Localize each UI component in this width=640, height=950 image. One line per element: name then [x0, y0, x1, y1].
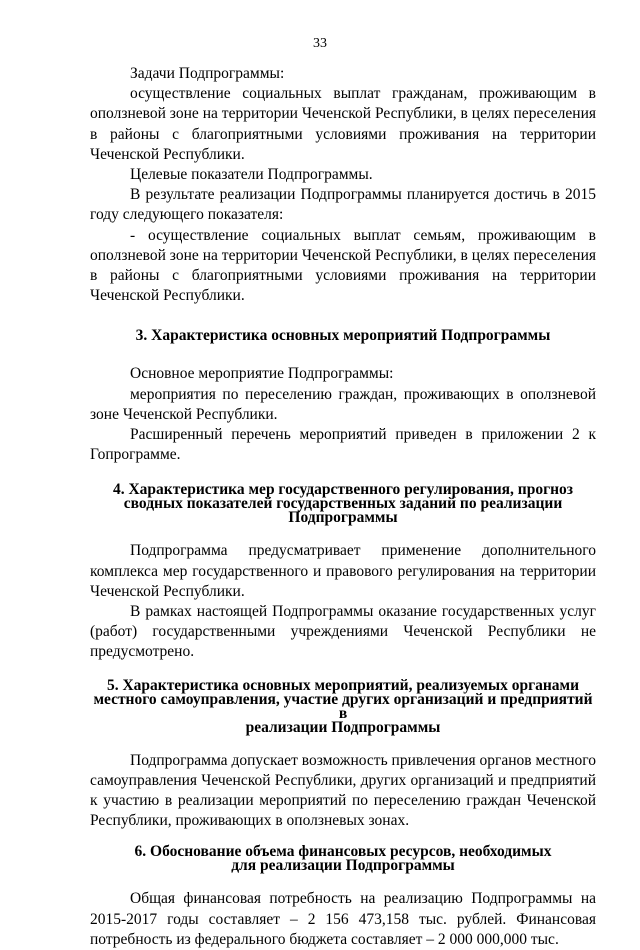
tasks-title: Задачи Подпрограммы:	[130, 65, 285, 82]
section-3-heading: 3. Характеристика основных мероприятий Подпрограммы	[135, 327, 551, 345]
section-3-paragraph: Основное мероприятие Подпрограммы:	[130, 365, 394, 383]
section-5-heading-line: 5. Характеристика основных мероприятий, реализуемых органами	[106, 676, 580, 694]
section-4-heading-line: Подпрограммы	[288, 509, 398, 527]
section-6-heading-line: для реализации Подпрограммы	[231, 857, 455, 875]
section-6-heading-line: 6. Обоснование объема финансовых ресурсов, необходимых	[134, 843, 552, 861]
section-3-paragraph: Расширенный перечень мероприятий приведен в приложении 2 к Гопрограмме.	[90, 426, 596, 464]
section-4-heading-line: 4. Характеристика мер государственного регулирования, прогноз	[112, 481, 574, 499]
section-3-paragraph: мероприятия по переселению граждан, проживающих в оползневой зоне Чеченской Республики.	[90, 385, 596, 423]
section-4-heading	[90, 483, 596, 525]
section-4-paragraph: Подпрограмма предусматривает применение дополнительного комплекса мер государственного и правового регулирования на территории Чеченской Республики.	[90, 542, 596, 600]
page-number: 33	[313, 36, 327, 51]
targets-title: Целевые показатели Подпрограммы.	[130, 166, 373, 184]
section-6-paragraph: Общая финансовая потребность на реализацию Подпрограммы на 2015-2017 годы составляет – 2 156 473,158 тыс. рублей. Финансовая потребность из федерального бюджета составляет – 2 000 000,000 тыс.	[90, 890, 596, 948]
section-4-paragraph: В рамках настоящей Подпрограммы оказание государственных услуг (работ) государственными учреждениями Чеченской Республики не предусмотрено.	[90, 603, 596, 661]
document-body	[90, 64, 596, 950]
section-5-paragraph: Подпрограмма допускает возможность привлечения органов местного самоуправления Чеченской Республики, других организаций и предприятий к участию в реализации мероприятий по переселению граждан Чеченской Республики, проживающих в оползневых зонах.	[90, 751, 596, 830]
section-5-heading	[90, 676, 596, 736]
section-5-heading-line: местного самоуправления, участие других организаций и предприятий в	[93, 690, 593, 722]
tasks-text: осуществление социальных выплат гражданам, проживающим в оползневой зоне на территории Чеченской Республики, в целях переселения в районы с благоприятными условиями проживания на территории Чеченской Республики.	[90, 85, 596, 163]
section-6-heading	[90, 845, 596, 873]
section-4-heading-line: сводных показателей государственных заданий по реализации	[123, 495, 563, 513]
targets-text: В результате реализации Подпрограммы планируется достичь в 2015 году следующего показателя:	[90, 186, 596, 224]
targets-item: - осуществление социальных выплат семьям, проживающим в оползневой зоне на территории Чеченской Республики, в целях переселения в районы с благоприятными условиями проживания на территории Чеченской Республики.	[90, 226, 596, 305]
section-5-heading-line: реализации Подпрограммы	[245, 718, 441, 736]
